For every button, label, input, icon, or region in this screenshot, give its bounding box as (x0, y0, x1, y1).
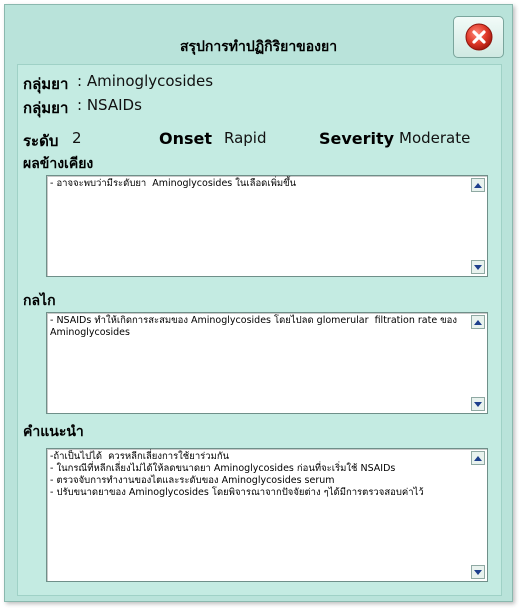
scroll-up-arrow-icon (474, 183, 482, 188)
mechanism-heading: กลไก (23, 293, 56, 309)
drug-group-value-1: : Aminoglycosides (77, 72, 214, 90)
scroll-down-arrow-icon (474, 570, 482, 575)
severity-value: Moderate (399, 129, 471, 147)
side-effects-textbox[interactable] (46, 175, 488, 277)
level-label: ระดับ (23, 132, 59, 150)
onset-label: Onset (159, 129, 213, 148)
side-effects-heading: ผลข้างเคียง (23, 156, 94, 172)
window-title: สรุปการทำปฏิกิริยาของยา (179, 39, 338, 55)
scroll-down-button[interactable] (471, 260, 485, 274)
drug-group-label-1: กลุ่มยา (23, 75, 69, 93)
side-effects-text: - อาจจะพบว่ามีระดับยา Aminoglycosides ในเลือดเพิ่มขึ้น (50, 178, 297, 189)
scroll-down-arrow-icon (474, 265, 482, 270)
recommendation-textbox[interactable] (46, 448, 488, 582)
drug-group-label-2: กลุ่มยา (23, 99, 69, 117)
scroll-up-button[interactable] (471, 178, 485, 192)
scroll-up-button[interactable] (471, 451, 485, 465)
recommendation-heading: คำแนะนำ (23, 424, 84, 440)
mechanism-text: - NSAIDs ทำให้เกิดการสะสมของ Aminoglycosides โดยไปลด glomerular filtration rate ของ Aminoglycosides (50, 315, 461, 338)
scroll-down-arrow-icon (474, 402, 482, 407)
close-icon (464, 22, 494, 52)
recommendation-text: -ถ้าเป็นไปได้ ควรหลีกเลี่ยงการใช้ยาร่วมกัน - ในกรณีที่หลีกเลี่ยงไม่ได้ให้ลดขนาดยา Aminoglycosides ก่อนที่จะเริ่มใช้ NSAIDs - ตรวจจับการทำงานของไตและระดับของ Aminoglycosides serum - ปรับขนาดยาของ Aminoglycosides โดยพิจารณาจากปัจจัยต่าง ๆได้มีการตรวจสอบค่าไว้ (50, 451, 424, 498)
onset-value: Rapid (224, 129, 267, 147)
mechanism-textbox[interactable] (46, 312, 488, 414)
scroll-up-button[interactable] (471, 315, 485, 329)
drug-group-value-2: : NSAIDs (77, 96, 142, 114)
scroll-up-arrow-icon (474, 456, 482, 461)
scroll-down-button[interactable] (471, 397, 485, 411)
level-value: 2 (72, 129, 82, 147)
severity-label: Severity (319, 129, 395, 148)
scroll-down-button[interactable] (471, 565, 485, 579)
scroll-up-arrow-icon (474, 320, 482, 325)
close-button[interactable] (453, 16, 504, 58)
